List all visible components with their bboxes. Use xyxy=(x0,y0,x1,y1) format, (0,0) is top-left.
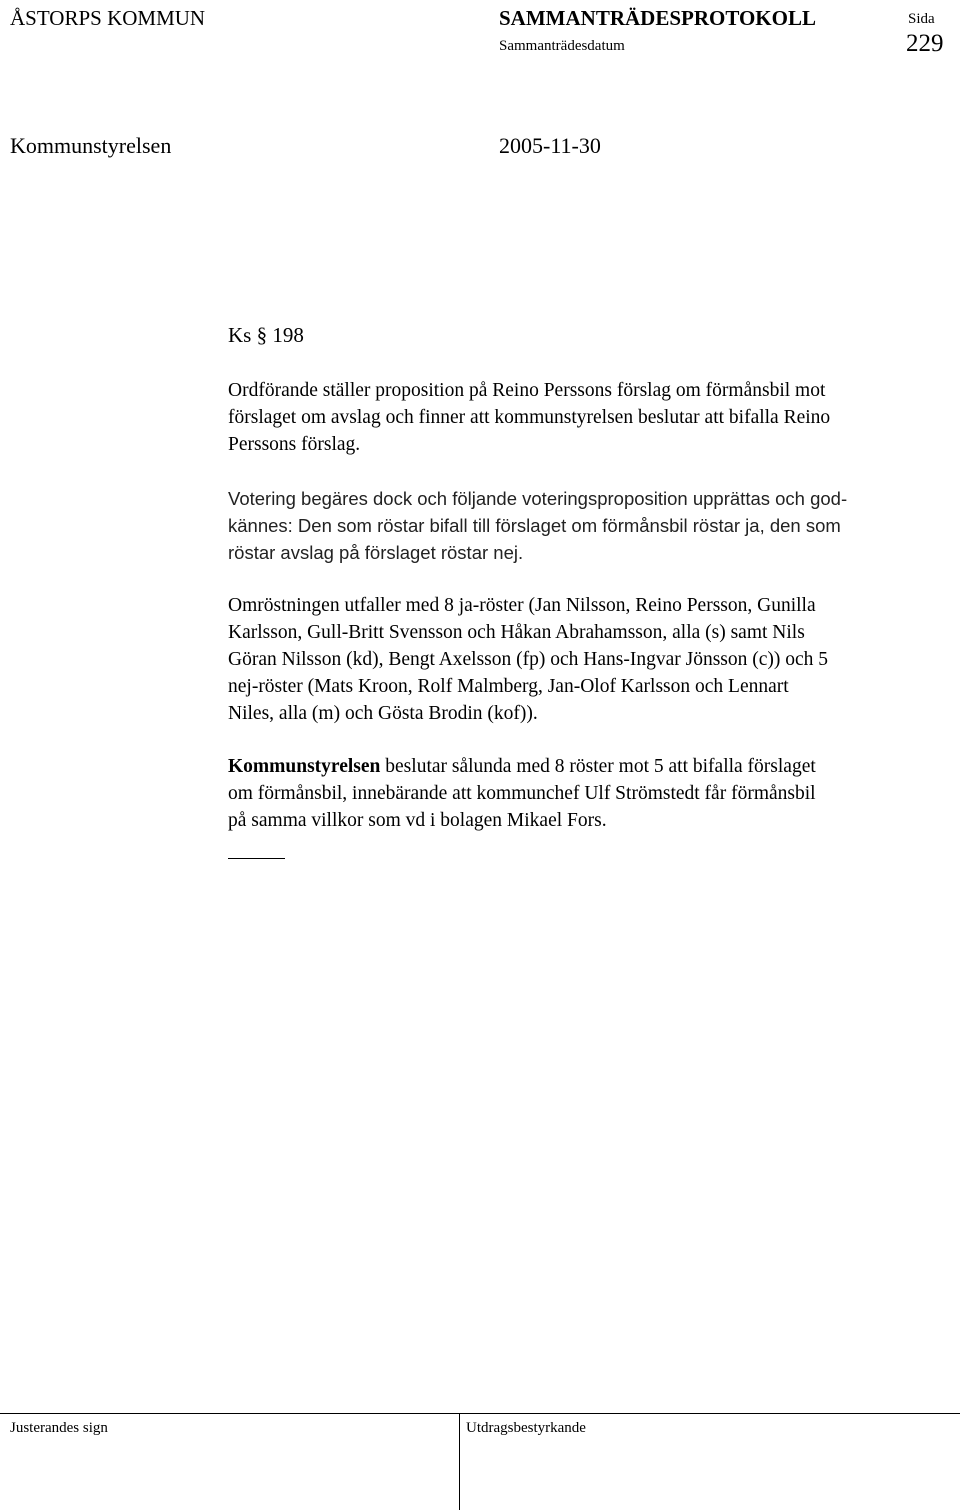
section-reference: Ks § 198 xyxy=(228,323,304,347)
meeting-date: 2005-11-30 xyxy=(499,133,601,158)
text-line: Karlsson, Gull-Britt Svensson och Håkan Abrahamsson, alla (s) samt Nils xyxy=(228,622,805,643)
text-line: om förmånsbil, innebärande att kommunchef Ulf Strömstedt får förmånsbil xyxy=(228,783,816,804)
page-number: 229 xyxy=(906,30,944,57)
certification-label: Utdragsbestyrkande xyxy=(466,1420,586,1436)
vote-result-paragraph xyxy=(228,592,940,727)
decision-paragraph xyxy=(228,753,940,834)
document-type: SAMMANTRÄDESPROTOKOLL xyxy=(499,6,816,30)
footer-rule xyxy=(0,1413,960,1414)
text-line: Perssons förslag. xyxy=(228,434,361,455)
signature-label: Justerandes sign xyxy=(10,1420,108,1436)
proposition-paragraph xyxy=(228,377,940,458)
text-line: Omröstningen utfaller med 8 ja-röster (Jan Nilsson, Reino Persson, Gunilla xyxy=(228,595,816,616)
vote-request-paragraph xyxy=(228,485,940,566)
text-line: Votering begäres dock och följande voteringsproposition upprättas och god- xyxy=(228,488,848,509)
text-line: röstar avslag på förslaget röstar nej. xyxy=(228,542,524,563)
text-line: Niles, alla (m) och Gösta Brodin (kof)). xyxy=(228,703,538,724)
text-line: kännes: Den som röstar bifall till förslaget om förmånsbil röstar ja, den som xyxy=(228,515,841,536)
decision-text: beslutar sålunda med 8 röster mot 5 att bifalla förslaget xyxy=(380,756,816,777)
page-label: Sida xyxy=(908,11,935,27)
text-line: på samma villkor som vd i bolagen Mikael Fors. xyxy=(228,810,607,831)
text-line xyxy=(228,753,940,780)
meeting-body: Kommunstyrelsen xyxy=(10,133,172,158)
text-line: förslaget om avslag och finner att kommunstyrelsen beslutar att bifalla Reino xyxy=(228,407,831,428)
meeting-date-label: Sammanträdesdatum xyxy=(499,38,625,54)
text-line: Ordförande ställer proposition på Reino Perssons förslag om förmånsbil mot xyxy=(228,380,826,401)
section-end-rule xyxy=(228,858,285,859)
footer-divider xyxy=(459,1413,460,1510)
organization-name: ÅSTORPS KOMMUN xyxy=(10,6,206,30)
decision-subject: Kommunstyrelsen xyxy=(228,756,381,777)
text-line: Göran Nilsson (kd), Bengt Axelsson (fp) och Hans-Ingvar Jönsson (c)) och 5 xyxy=(228,649,829,670)
text-line: nej-röster (Mats Kroon, Rolf Malmberg, Jan-Olof Karlsson och Lennart xyxy=(228,676,789,697)
